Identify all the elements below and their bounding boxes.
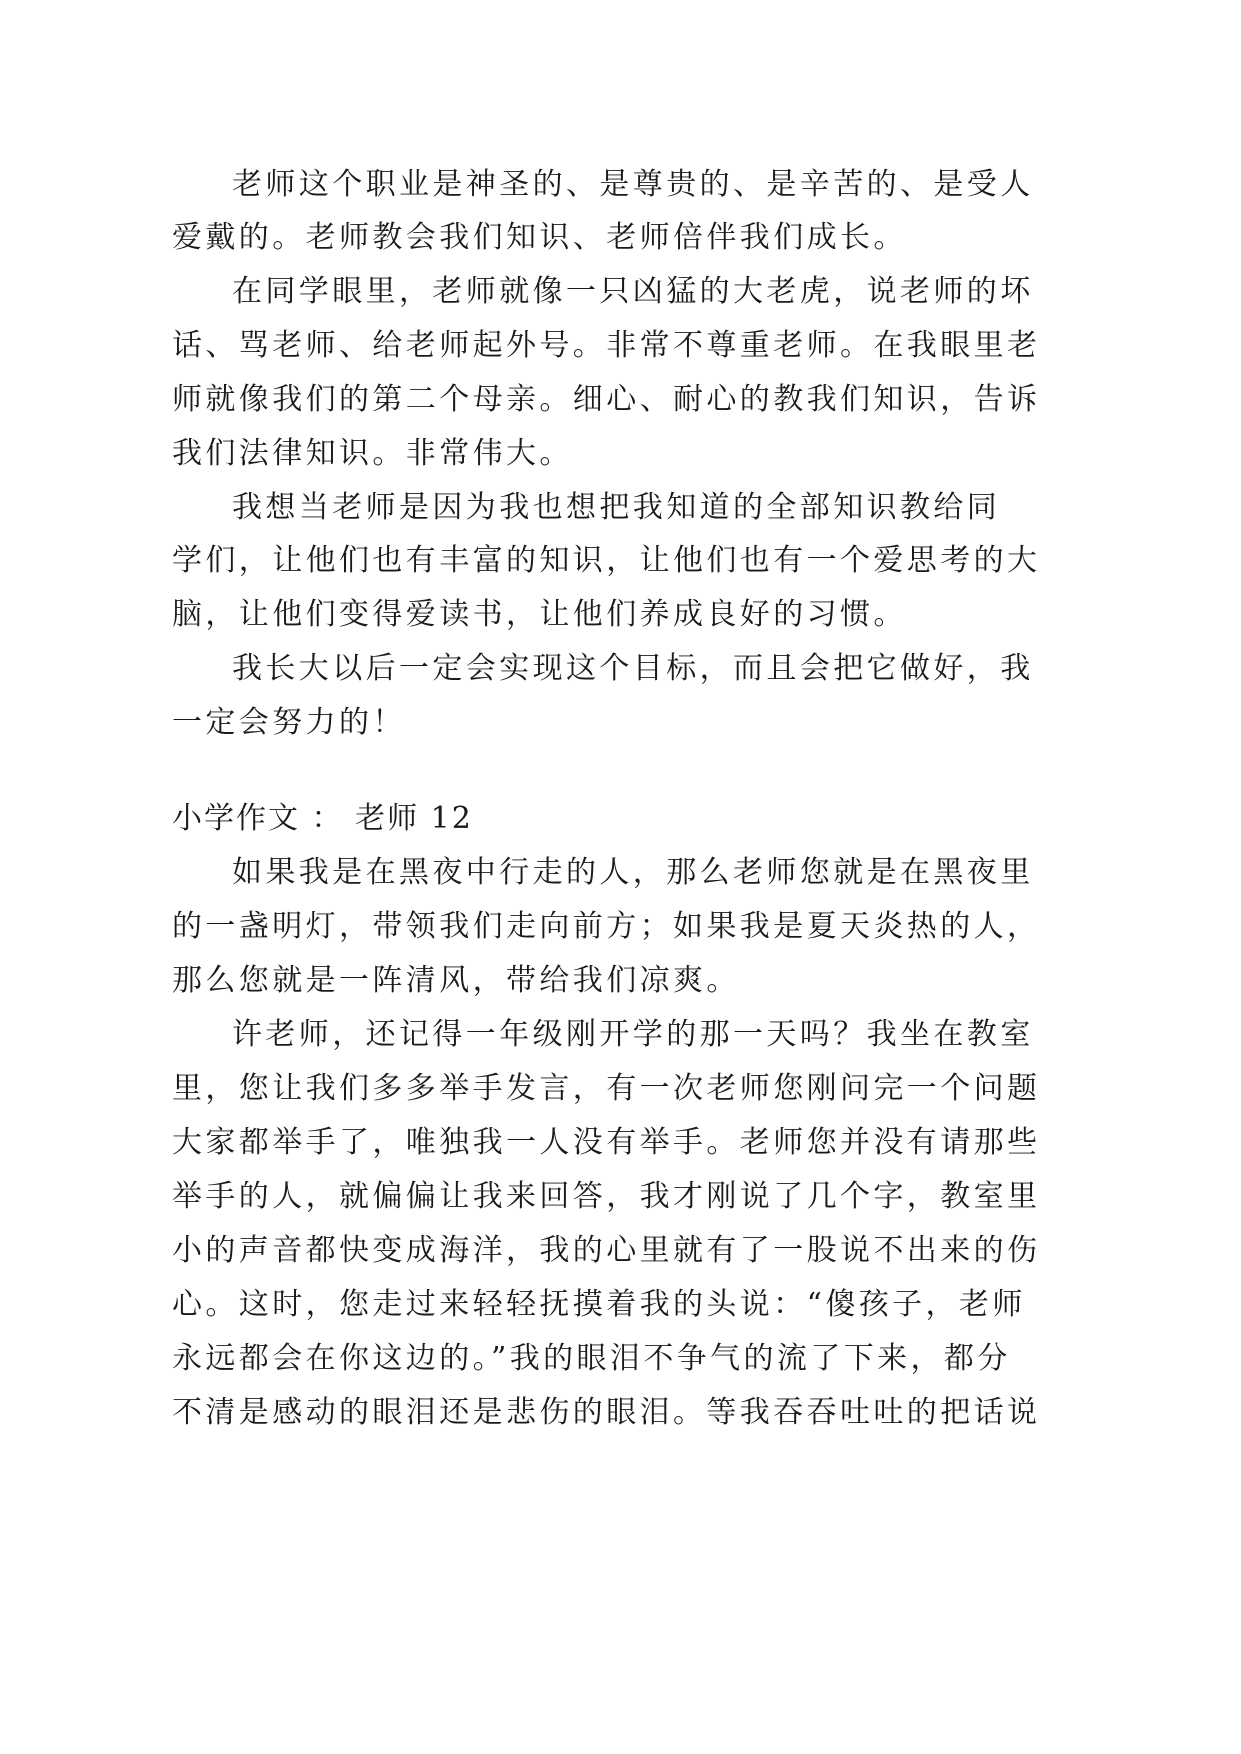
paragraph-line: 我长大以后一定会实现这个目标，而且会把它做好，我 <box>232 651 1034 686</box>
paragraph-line: 我们法律知识。非常伟大。 <box>172 436 573 471</box>
paragraph-line: 举手的人，就偏偏让我来回答，我才刚说了几个字，教室里 <box>172 1179 1041 1214</box>
paragraph-line: 大家都举手了，唯独我一人没有举手。老师您并没有请那些 <box>172 1125 1041 1160</box>
paragraph-line: 学们，让他们也有丰富的知识，让他们也有一个爱思考的大 <box>172 543 1041 578</box>
paragraph-line: 我想当老师是因为我也想把我知道的全部知识教给同 <box>232 490 1001 525</box>
paragraph-line: 在同学眼里，老师就像一只凶猛的大老虎，说老师的坏 <box>232 274 1034 309</box>
paragraph-line: 心。这时，您走过来轻轻抚摸着我的头说：“傻孩子，老师 <box>172 1287 1026 1322</box>
paragraph-line: 如果我是在黑夜中行走的人，那么老师您就是在黑夜里 <box>232 855 1034 890</box>
paragraph-line: 许老师，还记得一年级刚开学的那一天吗？我坐在教室 <box>232 1017 1034 1052</box>
paragraph-line: 那么您就是一阵清风，带给我们凉爽。 <box>172 963 740 998</box>
paragraph-line: 不清是感动的眼泪还是悲伤的眼泪。等我吞吞吐吐的把话说 <box>172 1395 1041 1430</box>
paragraph-line: 一定会努力的！ <box>172 705 406 740</box>
paragraph-line: 小的声音都快变成海洋，我的心里就有了一股说不出来的伤 <box>172 1233 1041 1268</box>
paragraph-line: 脑，让他们变得爱读书，让他们养成良好的习惯。 <box>172 597 907 632</box>
paragraph-line: 老师这个职业是神圣的、是尊贵的、是辛苦的、是受人 <box>232 167 1034 202</box>
section-heading: 小学作文 ： 老师 12 <box>172 801 473 836</box>
paragraph-line: 话、骂老师、给老师起外号。非常不尊重老师。在我眼里老 <box>172 328 1041 363</box>
paragraph-line <box>0 1437 1241 1497</box>
paragraph-line: 永远都会在你这边的。”我的眼泪不争气的流了下来，都分 <box>172 1341 1011 1376</box>
paragraph-line: 师就像我们的第二个母亲。细心、耐心的教我们知识，告诉 <box>172 382 1041 417</box>
paragraph-line: 爱戴的。老师教会我们知识、老师倍伴我们成长。 <box>172 220 907 255</box>
paragraph-line: 里，您让我们多多举手发言，有一次老师您刚问完一个问题 <box>172 1071 1041 1106</box>
paragraph-line: 的一盏明灯，带领我们走向前方；如果我是夏天炎热的人， <box>172 909 1041 944</box>
